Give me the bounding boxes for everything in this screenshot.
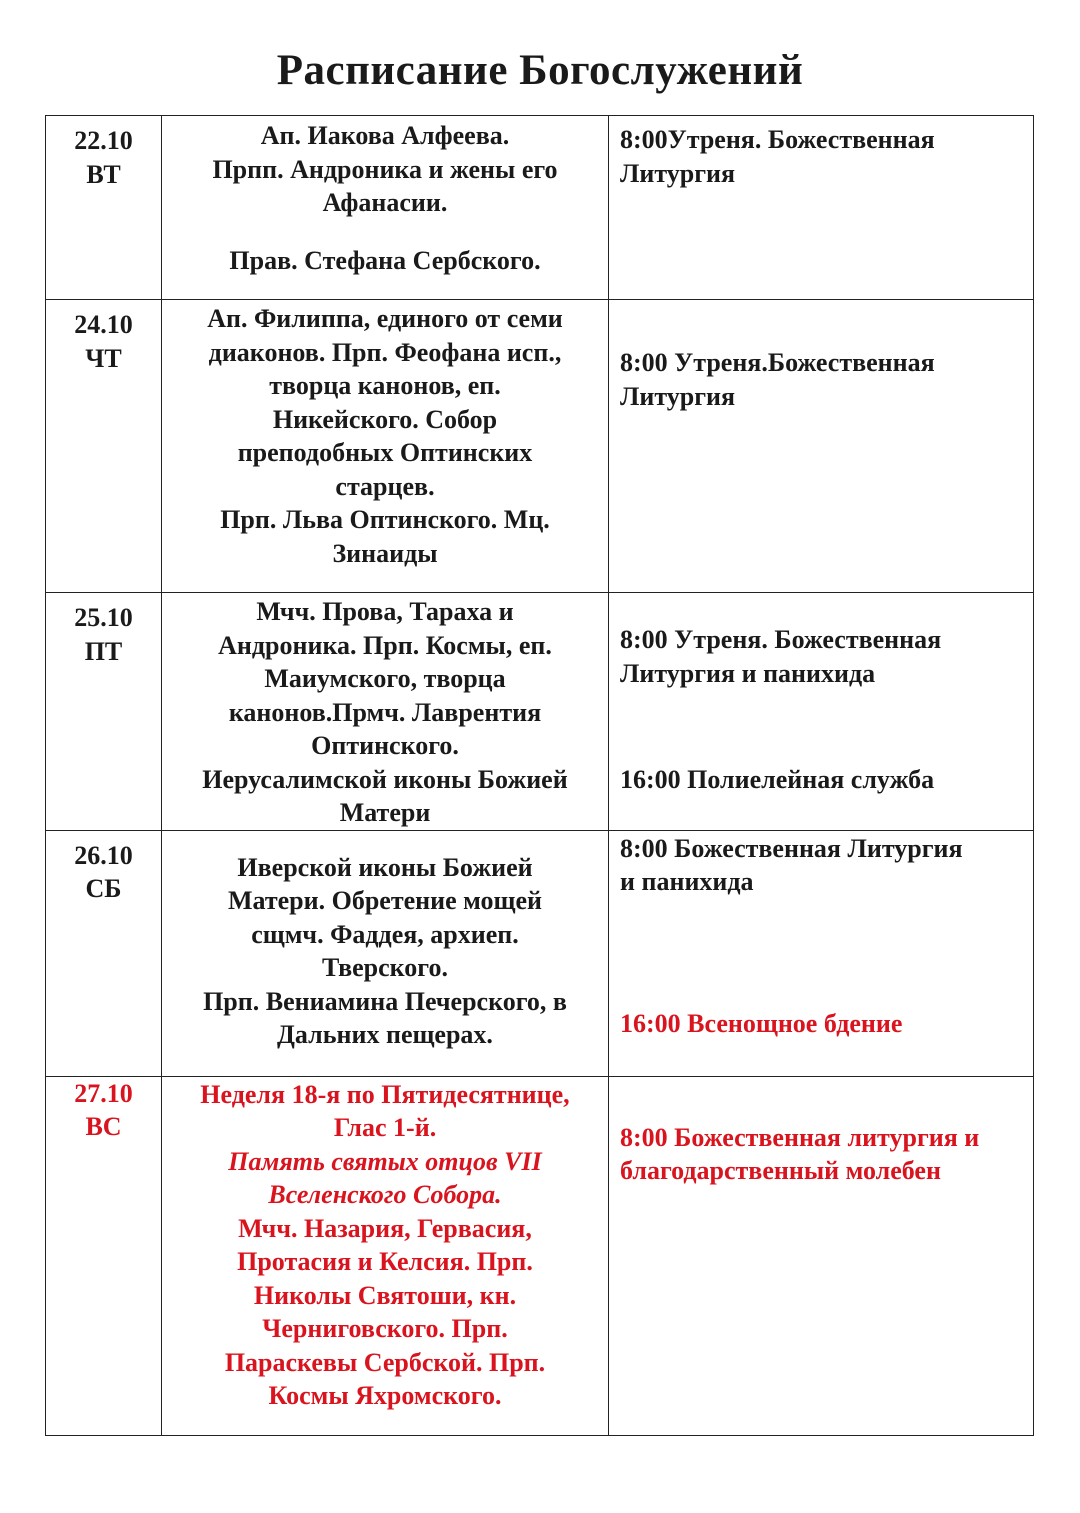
saints-cell	[162, 593, 609, 831]
table-row	[46, 1076, 1034, 1435]
page-title: Расписание Богослужений	[276, 47, 804, 94]
services-cell	[609, 1076, 1034, 1435]
saints-line: Матери	[339, 798, 431, 827]
weekday: ВС	[85, 1112, 122, 1141]
table-row	[46, 593, 1034, 831]
date-cell	[46, 593, 162, 831]
weekday: СБ	[85, 874, 122, 903]
service-line: Литургия	[620, 158, 736, 188]
service-line: Литургия и панихида	[620, 658, 876, 688]
saints-cell	[162, 1076, 609, 1435]
date-cell	[46, 830, 162, 1076]
saints-line: Космы Яхромского.	[268, 1381, 502, 1410]
saints-line: преподобных Оптинских	[237, 438, 533, 467]
saints-line: Афанасии.	[322, 188, 448, 217]
saints-line: сщмч. Фаддея, архиеп.	[251, 919, 519, 949]
saints-line: Ап. Иакова Алфеева.	[260, 121, 510, 150]
saints-line: Черниговского. Прп.	[262, 1314, 508, 1343]
saints-line: Оптинского.	[311, 731, 459, 760]
weekday: ЧТ	[85, 343, 122, 373]
saints-line: творца канонов, еп.	[269, 371, 501, 400]
saints-cell	[162, 300, 609, 593]
services-cell	[609, 300, 1034, 593]
table-row	[46, 300, 1034, 593]
services-cell	[609, 116, 1034, 300]
saints-line: Прп. Льва Оптинского. Мц.	[220, 505, 550, 534]
saints-line: Неделя 18-я по Пятидесятнице,	[200, 1079, 570, 1109]
date: 22.10	[74, 126, 133, 155]
service-line: 8:00Утреня. Божественная	[620, 125, 935, 154]
saints-line: Протасия и Келсия. Прп.	[237, 1247, 533, 1276]
date: 24.10	[74, 310, 133, 339]
service-line: 8:00 Утреня. Божественная	[620, 625, 942, 654]
services-cell	[609, 593, 1034, 831]
saints-line-italic: Вселенского Собора.	[268, 1180, 502, 1209]
services-cell	[609, 830, 1034, 1076]
date-cell	[46, 116, 162, 300]
service-line: 8:00 Утреня.Божественная	[620, 348, 935, 377]
weekday: ПТ	[84, 636, 123, 666]
saints-line: Мчч. Назария, Гервасия,	[238, 1213, 532, 1243]
service-line: и панихида	[620, 867, 754, 896]
service-line: Литургия	[620, 381, 736, 411]
service-line: благодарственный молебен	[620, 1156, 941, 1185]
saints-line: Прп. Вениамина Печерского, в	[203, 986, 567, 1016]
saints-line: Андроника. Прп. Космы, еп.	[218, 630, 552, 660]
saints-line: канонов.Прмч. Лаврентия	[228, 697, 542, 727]
saints-line: Дальних пещерах.	[277, 1020, 493, 1049]
date: 26.10	[74, 840, 133, 870]
saints-line: Матери. Обретение мощей	[228, 886, 542, 915]
weekday: ВТ	[86, 159, 121, 189]
date-cell	[46, 300, 162, 593]
saints-line: Прав. Стефана Сербского.	[229, 245, 541, 275]
saints-line-italic: Память святых отцов VII	[228, 1146, 542, 1176]
service-line: 8:00 Божественная Литургия	[620, 833, 963, 863]
saints-line: диаконов. Прп. Феофана исп.,	[208, 337, 562, 367]
service-evening: 16:00 Полиелейная служба	[620, 765, 935, 794]
saints-line: Иверской иконы Божией	[237, 852, 533, 882]
table-row	[46, 830, 1034, 1076]
saints-line: Зинаиды	[332, 538, 438, 568]
saints-line: Маиумского, творца	[264, 664, 506, 693]
date: 27.10	[74, 1078, 133, 1108]
saints-line: Николы Святоши, кн.	[253, 1280, 517, 1310]
saints-line: Ап. Филиппа, единого от семи	[207, 304, 563, 333]
saints-line: Тверского.	[322, 953, 448, 982]
saints-line: Глас 1-й.	[333, 1113, 437, 1142]
saints-line: Иерусалимской иконы Божией	[202, 764, 568, 794]
schedule-table	[45, 115, 1034, 1436]
table-row	[46, 116, 1034, 300]
saints-line: Мчч. Прова, Тараха и	[256, 597, 514, 626]
saints-cell	[162, 830, 609, 1076]
saints-cell	[162, 116, 609, 300]
service-line: 8:00 Божественная литургия и	[620, 1122, 980, 1152]
service-evening: 16:00 Всенощное бдение	[620, 1008, 903, 1038]
date: 25.10	[74, 603, 133, 632]
saints-line: Параскевы Сербской. Прп.	[224, 1347, 546, 1377]
date-cell	[46, 1076, 162, 1435]
saints-line: старцев.	[335, 471, 435, 501]
saints-line: Никейского. Собор	[272, 404, 498, 434]
saints-line: Прпп. Андроника и жены его	[212, 154, 558, 184]
